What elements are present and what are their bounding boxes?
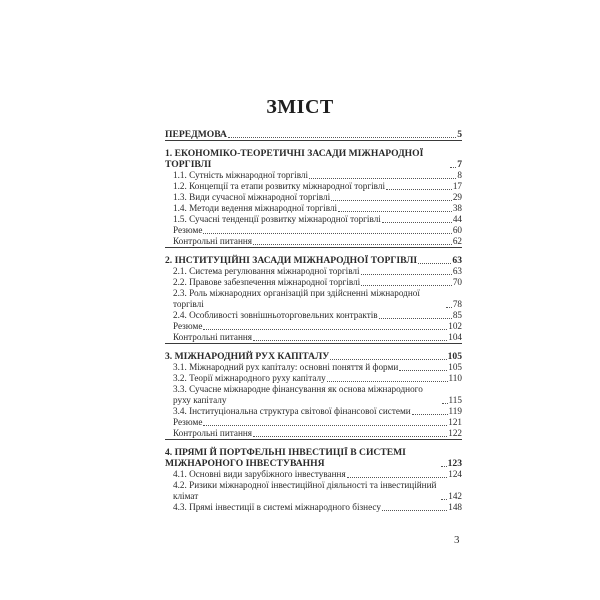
- toc-entry-page: 78: [452, 299, 462, 309]
- page-number: 3: [454, 534, 460, 546]
- toc-entry-label: 4.2. Ризики міжнародної інвестиційної діяльності та інвестиційний клімат: [173, 480, 440, 502]
- toc-entry-page: 122: [448, 428, 462, 438]
- toc-entry: [165, 362, 462, 373]
- toc-entry-page: 105: [447, 351, 462, 362]
- toc-entry-page: 104: [448, 332, 462, 342]
- toc-entry-label: 3.4. Інституціональна структура світової фінансової системи: [173, 406, 411, 416]
- toc-entry: [165, 480, 462, 502]
- toc-entry: [165, 277, 462, 288]
- toc-entry-label: 1.2. Концепції та етапи розвитку міжнародної торгівлі: [173, 181, 386, 191]
- toc-entry-label: 1.5. Сучасні тенденції розвитку міжнародної торгівлі: [173, 214, 381, 224]
- table-of-contents: [165, 129, 462, 513]
- dot-leader: [446, 307, 452, 308]
- toc-entry-label: 2.2. Правове забезпечення міжнародної торгівлі: [173, 277, 361, 287]
- toc-entry-page: 70: [452, 277, 462, 287]
- dot-leader: [386, 189, 452, 190]
- dot-leader: [309, 178, 456, 179]
- toc-entry-page: 102: [448, 321, 462, 331]
- toc-entry-label: 2.1. Система регулювання міжнародної торгівлі: [173, 266, 360, 276]
- toc-entry: [165, 310, 462, 321]
- toc-entry: [165, 181, 462, 192]
- toc-entry: [165, 406, 462, 417]
- toc-entry-page: 115: [448, 395, 462, 405]
- toc-entry-page: 60: [452, 225, 462, 235]
- dot-leader: [361, 285, 452, 286]
- toc-entry: [165, 321, 462, 332]
- dot-leader: [347, 477, 448, 478]
- toc-entry-page: 85: [452, 310, 462, 320]
- toc-entry-page: 105: [448, 362, 462, 372]
- dot-leader: [253, 436, 447, 437]
- toc-entry-page: 63: [452, 255, 462, 266]
- toc-entry: [165, 373, 462, 384]
- dot-leader: [382, 510, 447, 511]
- toc-entry-label: 3.3. Сучасне міжнародне фінансування як основа міжнародного руху капіталу: [173, 384, 441, 406]
- toc-entry-page: 119: [448, 406, 462, 416]
- toc-entry: [165, 288, 462, 310]
- toc-entry-page: 123: [447, 458, 462, 469]
- dot-leader: [442, 403, 448, 404]
- toc-entry-label: 1.3. Види сучасної міжнародної торгівлі: [173, 192, 331, 202]
- dot-leader: [361, 274, 452, 275]
- dot-leader: [399, 370, 447, 371]
- toc-entry-page: 38: [452, 203, 462, 213]
- dot-leader: [203, 329, 447, 330]
- toc-chapter-heading: [165, 351, 462, 362]
- toc-entry-label: 4.1. Основні види зарубіжного інвестування: [173, 469, 346, 479]
- dot-leader: [441, 499, 447, 500]
- toc-entry-label: 4. ПРЯМІ Й ПОРТФЕЛЬНІ ІНВЕСТИЦІЇ В СИСТЕМІ МІЖНАРОНОГО ІНВЕСТУВАННЯ: [165, 447, 440, 469]
- toc-entry: [165, 266, 462, 277]
- toc-entry: [165, 384, 462, 406]
- dot-leader: [330, 359, 446, 360]
- toc-entry-page: 124: [448, 469, 462, 479]
- toc-chapter-heading: [165, 255, 462, 266]
- toc-entry-label: 2.3. Роль міжнародних організацій при здійсненні міжнародної торгівлі: [173, 288, 445, 310]
- toc-entry-page: 29: [452, 192, 462, 202]
- toc-entry-page: 8: [457, 170, 462, 180]
- toc-preface: [165, 129, 462, 140]
- toc-entry: [165, 428, 462, 439]
- toc-entry-label: ПЕРЕДМОВА: [165, 129, 227, 140]
- chapter-block: [165, 440, 462, 513]
- dot-leader: [441, 466, 447, 467]
- toc-entry: [165, 417, 462, 428]
- dot-leader: [228, 137, 456, 138]
- toc-entry-label: Контрольні питання: [173, 332, 253, 342]
- toc-chapter-heading: [165, 447, 462, 469]
- toc-entry-label: Контрольні питання: [173, 236, 253, 246]
- toc-entry-page: 110: [448, 373, 462, 383]
- toc-entry-label: 1. ЕКОНОМІКО-ТЕОРЕТИЧНІ ЗАСАДИ МІЖНАРОДНОЇ ТОРГІВЛІ: [165, 148, 449, 170]
- toc-entry: [165, 236, 462, 247]
- chapter-block: [165, 248, 462, 344]
- toc-entry-page: 148: [448, 502, 462, 512]
- toc-entry-page: 62: [452, 236, 462, 246]
- toc-entry-label: Резюме: [173, 225, 203, 235]
- chapter-block: [165, 141, 462, 248]
- dot-leader: [331, 200, 452, 201]
- dot-leader: [412, 414, 448, 415]
- toc-entry-page: 5: [457, 129, 462, 140]
- toc-entry-page: 63: [452, 266, 462, 276]
- toc-entry: [165, 170, 462, 181]
- toc-entry-label: 2.4. Особливості зовнішньоторговельних контрактів: [173, 310, 378, 320]
- toc-entry: [165, 332, 462, 343]
- dot-leader: [379, 318, 452, 319]
- toc-entry-page: 121: [448, 417, 462, 427]
- toc-entry-label: Резюме: [173, 417, 203, 427]
- dot-leader: [203, 425, 447, 426]
- toc-entry-page: 17: [452, 181, 462, 191]
- toc-entry-label: 1.1. Сутність міжнародної торгівлі: [173, 170, 309, 180]
- toc-entry: [165, 225, 462, 236]
- dot-leader: [327, 381, 448, 382]
- toc-entry-label: Резюме: [173, 321, 203, 331]
- toc-entry-label: 3.1. Міжнародний рух капіталу: основні поняття й форми: [173, 362, 399, 372]
- dot-leader: [253, 340, 447, 341]
- dot-leader: [382, 222, 452, 223]
- dot-leader: [418, 263, 451, 264]
- dot-leader: [203, 233, 451, 234]
- toc-entry: [165, 469, 462, 480]
- toc-entry: [165, 214, 462, 225]
- toc-entry-page: 44: [452, 214, 462, 224]
- toc-entry-label: 1.4. Методи ведення міжнародної торгівлі: [173, 203, 338, 213]
- toc-entry-label: Контрольні питання: [173, 428, 253, 438]
- toc-entry-label: 4.3. Прямі інвестиції в системі міжнародного бізнесу: [173, 502, 381, 512]
- toc-entry-page: 7: [457, 159, 462, 170]
- toc-chapter-heading: [165, 148, 462, 170]
- toc-entry: [165, 502, 462, 513]
- dot-leader: [338, 211, 452, 212]
- chapter-block: [165, 344, 462, 440]
- toc-entry-page: 142: [448, 491, 462, 501]
- chapter-list: [165, 141, 462, 513]
- toc-entry: [165, 192, 462, 203]
- dot-leader: [253, 244, 452, 245]
- toc-entry: [165, 203, 462, 214]
- page-title: ЗМІСТ: [266, 96, 334, 118]
- toc-entry-label: 2. ІНСТИТУЦІЙНІ ЗАСАДИ МІЖНАРОДНОЇ ТОРГІВЛІ: [165, 255, 418, 266]
- dot-leader: [450, 167, 456, 168]
- toc-entry-label: 3. МІЖНАРОДНИЙ РУХ КАПІТАЛУ: [165, 351, 330, 362]
- toc-entry-label: 3.2. Теорії міжнародного руху капіталу: [173, 373, 326, 383]
